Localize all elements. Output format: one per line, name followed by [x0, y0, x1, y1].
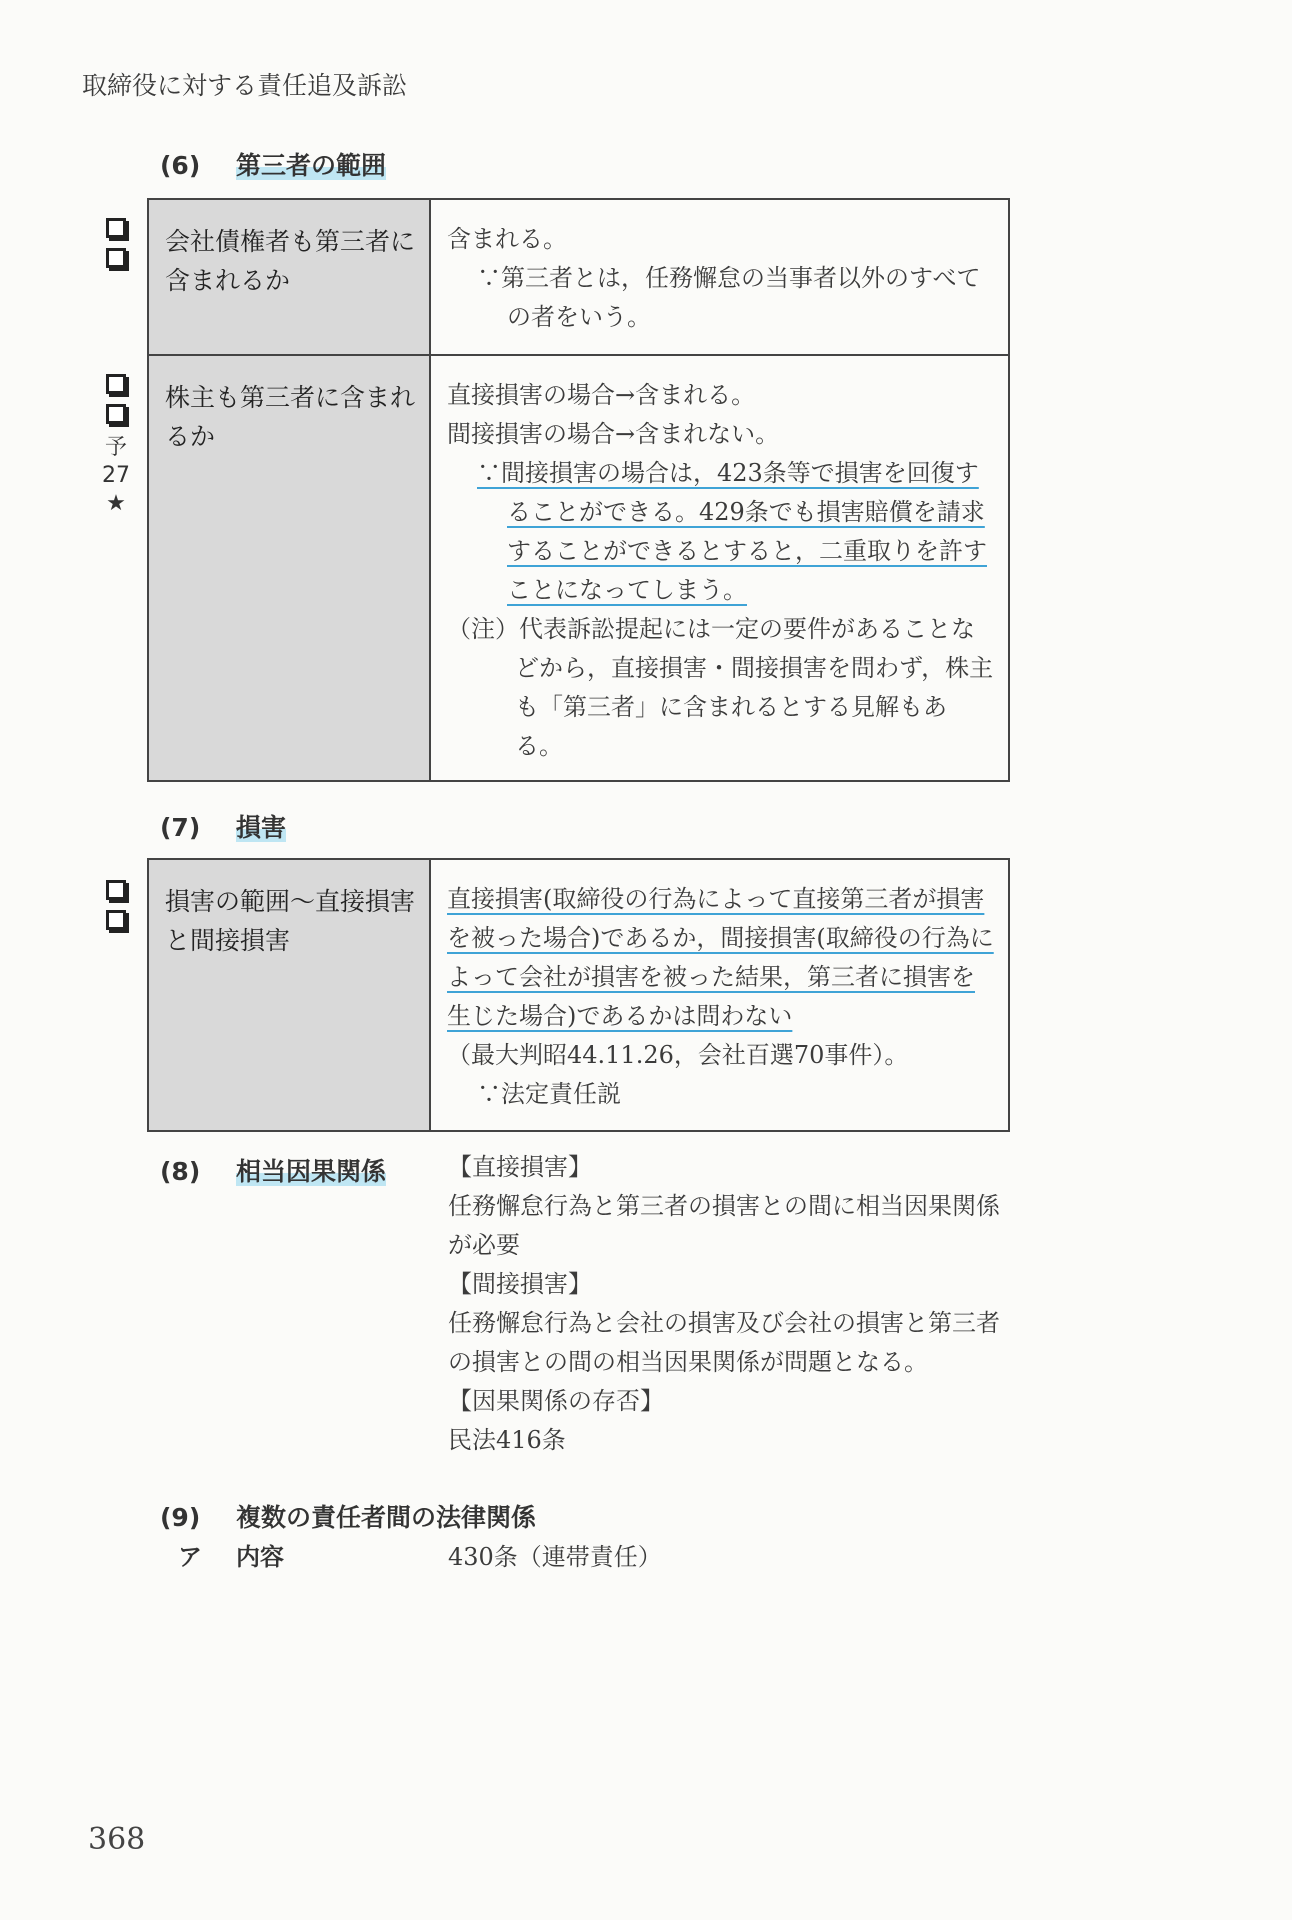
section-number: (6) [160, 151, 201, 180]
running-head: 取締役に対する責任追及訴訟 [82, 71, 408, 100]
reason-text: ∵第三者とは，任務懈怠の当事者以外のすべての者をいう。 [477, 264, 981, 331]
yobi-mark: 予 [104, 435, 127, 460]
checkbox-icon[interactable] [106, 218, 126, 238]
yobi-year: 27 [102, 463, 130, 488]
star-icon: ★ [106, 491, 126, 516]
section-title: 相当因果関係 [236, 1157, 387, 1186]
reason-text: ∵法定責任説 [477, 1080, 621, 1108]
body-text: 任務懈怠行為と第三者の損害との間に相当因果関係が必要 [448, 1192, 1000, 1259]
answer-cell [430, 199, 1009, 355]
answer-cell [430, 355, 1009, 781]
table-damage [147, 858, 1010, 1132]
subsection-key: ア [178, 1543, 202, 1571]
citation-text: （最大判昭44.11.26，会社百選70事件）。 [447, 1041, 909, 1069]
checkbox-group-row1 [102, 218, 130, 278]
section-number: (7) [160, 813, 201, 842]
section-title: 第三者の範囲 [236, 151, 387, 180]
table-row [148, 355, 1009, 781]
subheading: 【因果関係の存否】 [448, 1387, 664, 1415]
answer-text: 直接損害(取締役の行為によって直接第三者が損害を被った場合)であるか，間接損害(取締役の行為によって会社が損害を被った結果，第三者に損害を生じた場合)であるかは問わない [447, 885, 994, 1030]
question-cell: 株主も第三者に含まれるか [148, 355, 430, 781]
section-number: (9) [160, 1503, 201, 1532]
table-scope-of-third-party [147, 198, 1010, 782]
answer-cell [430, 859, 1009, 1131]
section-number: (8) [160, 1157, 201, 1186]
subsection-label: 内容 [236, 1543, 284, 1571]
subheading: 【間接損害】 [448, 1270, 592, 1298]
section-6-heading [160, 146, 386, 182]
section-title: 複数の責任者間の法律関係 [236, 1503, 537, 1532]
answer-text: 直接損害の場合→含まれる。 [447, 381, 756, 409]
reason-text: ∵間接損害の場合は，423条等で損害を回復することができる。429条でも損害賠償を請求することができるとすると，二重取りを許すことになってしまう。 [477, 459, 987, 604]
checkbox-icon[interactable] [106, 910, 126, 930]
checkbox-group-row3 [102, 880, 130, 940]
subsection-a [178, 1537, 284, 1572]
page-number: 368 [88, 1822, 146, 1857]
checkbox-icon[interactable] [106, 374, 126, 394]
section-9-heading [160, 1498, 536, 1534]
answer-text: 間接損害の場合→含まれない。 [447, 420, 780, 448]
question-cell: 会社債権者も第三者に含まれるか [148, 199, 430, 355]
table-row [148, 199, 1009, 355]
table-row [148, 859, 1009, 1131]
subheading: 【直接損害】 [448, 1153, 592, 1181]
note-text: （注）代表訴訟提起には一定の要件があることなどから，直接損害・間接損害を問わず，株主も「第三者」に含まれるとする見解もある。 [447, 615, 994, 760]
section-title: 損害 [236, 813, 287, 842]
section-7-heading [160, 808, 286, 844]
answer-text: 含まれる。 [447, 225, 567, 253]
subsection-value: 430条（連帯責任） [448, 1543, 662, 1571]
question-cell: 損害の範囲〜直接損害と間接損害 [148, 859, 430, 1131]
checkbox-icon[interactable] [106, 404, 126, 424]
checkbox-icon[interactable] [106, 880, 126, 900]
checkbox-group-row2 [102, 374, 130, 518]
section-8-heading [160, 1152, 386, 1188]
causation-block [448, 1148, 1018, 1460]
body-text: 任務懈怠行為と会社の損害及び会社の損害と第三者の損害との間の相当因果関係が問題となる。 [448, 1309, 1000, 1376]
body-text: 民法416条 [448, 1426, 566, 1454]
checkbox-icon[interactable] [106, 248, 126, 268]
